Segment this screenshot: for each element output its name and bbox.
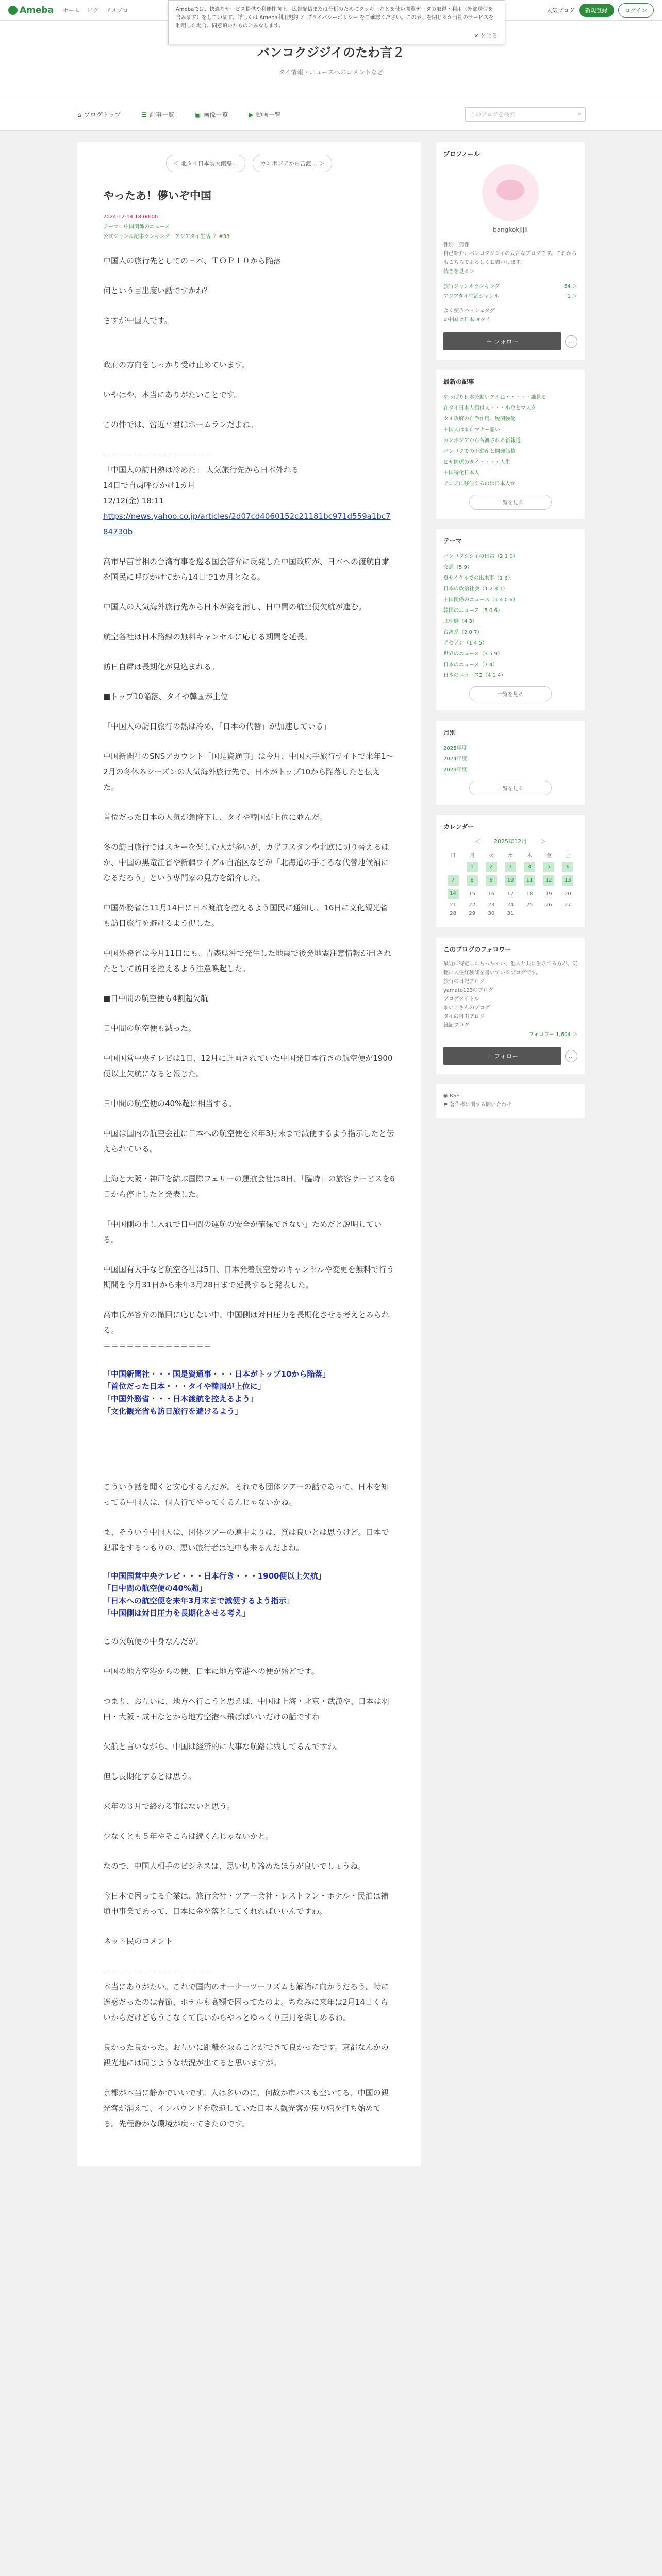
next-article-button[interactable]: カンボジアから苦渡… ＞ — [253, 155, 333, 172]
comment-paragraph: 本当にありがたい。これで国内のオーナーツーリズムも解消に向かうだろう。特に迷惑だったのは春節、ホテルも高額で困ってたのよ。ちなみに来年は2月14日くらいからだけどもうこなくて良いからやっとゆっくり正月を楽しめるね。 — [103, 1982, 389, 2022]
news-paragraph: 「中国人の訪日旅行の熱は冷め、「日本の代替」が加速している」 — [103, 722, 331, 731]
ameba-logo-icon — [8, 6, 18, 15]
follow-row — [443, 332, 577, 350]
nav-image-list-label: 画像一覧 — [203, 111, 228, 118]
calendar-day[interactable]: 2 — [486, 862, 497, 872]
theme-link[interactable]: 世界のニュース（3 5 9） — [443, 651, 503, 657]
paragraph: つまり、お互いに、地方へ行こうと思えば、中国は上海・北京・武漢や、日本は羽田・大阪・成田なとから地方空港へ飛ばばいいだけの話ですわ — [103, 1697, 389, 1721]
blue-quote-block — [103, 1368, 395, 1417]
theme-link[interactable]: 韓国のニュース（5 0 6） — [443, 608, 503, 614]
news-paragraph: 中国外務省は今月11日にも、青森県沖で発生した地震で後発地震注意情報が出されたとして訪日を控えるよう注意喚起した。 — [103, 948, 392, 973]
theme-heading: テーマ — [443, 537, 462, 545]
calendar-day: 16 — [488, 891, 495, 897]
home-icon: ⌂ — [77, 111, 81, 118]
blog-search-input[interactable] — [465, 107, 586, 122]
calendar-day: 27 — [565, 902, 571, 908]
calendar-day[interactable]: 5 — [543, 862, 554, 872]
profile-heading: プロフィール — [443, 150, 480, 158]
sidebar — [436, 142, 585, 2166]
copyright-report-link[interactable] — [443, 1100, 577, 1109]
blog-description: タイ情報・ニュースへのコメントなど — [278, 69, 384, 76]
cookie-banner — [168, 0, 505, 44]
copyright-report-label: 著作権に関する問い合わせ — [450, 1102, 512, 1108]
calendar-day[interactable]: 3 — [505, 862, 516, 872]
news-paragraph: 上海と大阪・神戸を結ぶ国際フェリーの運航会社は8日、「臨時」の旅客サービスを6日から停止したと発表した。 — [103, 1174, 395, 1199]
profile-box — [436, 142, 585, 360]
recent-article-link[interactable]: 中国特化日本人 — [443, 470, 479, 476]
paragraph: 欠航と言いながら、中国は経済的に大事な航路は残してるんですわ。 — [103, 1742, 343, 1751]
misc-links-box — [436, 1084, 585, 1118]
topnav-home[interactable]: ホーム — [63, 7, 80, 14]
image-icon: ▣ — [195, 111, 201, 118]
calendar-day: 21 — [450, 902, 456, 908]
content-wrap — [77, 142, 585, 2166]
calendar-weekday: 金 — [546, 853, 552, 859]
calendar-next-button[interactable]: ＞ — [540, 838, 546, 845]
calendar-day: 31 — [507, 911, 514, 917]
prev-article-button[interactable]: ＜ 北タイ日本製大館爆… — [166, 155, 245, 172]
paragraph: こういう話を聞くと安心するんだが。それでも団体ツアーの話であって、日本を知ってる中国人は、個人行でやってくるんじゃないかね。 — [103, 1482, 389, 1507]
paragraph: なので、中国人相手のビジネスは、思い切り諦めたほうが良いでしょうね。 — [103, 1861, 366, 1871]
ameba-logo-text: Ameba — [20, 5, 54, 15]
paragraph: ま、そういう中国人は、団体ツアーの連中よりは、質は良いとは思うけど。日本で犯罪をするつもりの、悪い旅行者は連中も来るんだよね。 — [103, 1528, 389, 1552]
comment-paragraph: 京都が本当に静かでいいです。人は多いのに、何故か市バスも空いてる、中国の観光客が消えて、インバウンドを敬遠していた日本人観光客が戻り嬉を打ち始めてる。先程静かな環境が戻ってきたのです。 — [103, 2088, 389, 2128]
follower-item[interactable]: 旅行の日記ブログ — [443, 979, 485, 985]
recent-heading: 最新の記事 — [443, 378, 475, 385]
dash-divider: －－－－－－－－－－－－－－ — [103, 1967, 212, 1976]
follow-row-2 — [443, 1047, 577, 1065]
monthly-box — [436, 721, 585, 805]
theme-link[interactable]: 日本の政治社会（1 2 8 1） — [443, 586, 508, 592]
list-icon: ☰ — [141, 111, 147, 118]
news-heading: ■日中間の航空便も4割超欠航 — [103, 994, 208, 1003]
theme-link[interactable]: 日本のニュース（7 4） — [443, 662, 498, 668]
calendar-day: 22 — [469, 902, 476, 908]
recent-more-button[interactable]: 一覧を見る — [469, 495, 552, 510]
paragraph: さすが中国人です。 — [103, 316, 172, 325]
news-paragraph: 日中間の航空便の40%超に相当する。 — [103, 1099, 237, 1108]
calendar-heading: カレンダー — [443, 823, 474, 831]
nav-video-list[interactable] — [249, 110, 280, 119]
blue-quote-line: 「中国新聞社・・・国是資通事・・・日本がトップ10から陥落」 — [103, 1369, 330, 1379]
nav-article-list[interactable] — [141, 110, 174, 119]
followers-box — [436, 938, 585, 1074]
recent-article-link[interactable]: タイ政府の自浄作用、税関強化 — [443, 416, 516, 422]
paragraph: 今日本で困ってる企業は、旅行会社・ツアー会社・レストラン・ホテル・民泊は補填申事業であって、日本に金を落としてくれればいいんですわ。 — [103, 1891, 389, 1916]
article-body — [103, 253, 395, 2131]
news-paragraph: 中国新聞社のSNSアカウント「国是資通事」は今月、中国大手旅行サイトで来年1〜2月の冬休みシーズンの人気海外旅行先で、日本がトップ10から陥落したと伝えた。 — [103, 752, 394, 792]
calendar-day: 23 — [488, 902, 495, 908]
paragraph: 但し長期化するとは思う。 — [103, 1772, 196, 1781]
follow-button-2[interactable]: ＋ フォロー — [443, 1047, 561, 1065]
news-paragraph: 訪日自粛は長期化が見込まれる。 — [103, 662, 220, 671]
calendar-day: 28 — [450, 911, 456, 917]
news-paragraph: 首位だった日本の人気が急降下し、タイや韓国が上位に並んだ。 — [103, 812, 327, 822]
paragraph: この件では、習近平君はホームランだよね。 — [103, 420, 258, 429]
follower-item[interactable]: タイの自由ブログ — [443, 1014, 485, 1020]
calendar-grid — [443, 850, 577, 918]
calendar-day[interactable]: 9 — [486, 875, 497, 886]
rss-label: RSS — [449, 1093, 460, 1099]
theme-link[interactable]: バンコクジジイの日常（2 1 0） — [443, 554, 518, 560]
calendar-day[interactable]: 11 — [524, 875, 535, 886]
month-link[interactable]: 2023年度 — [443, 767, 467, 773]
ranking-row[interactable] — [443, 292, 577, 301]
calendar-day: 19 — [545, 891, 552, 897]
calendar-weekday: 火 — [488, 853, 494, 859]
calendar-day: 15 — [469, 891, 476, 897]
ranking-label: 旅行ジャンルランキング — [443, 284, 500, 290]
nav-video-list-label: 動画一覧 — [256, 111, 281, 118]
calendar-day[interactable]: 10 — [505, 875, 516, 886]
news-paragraph: 高市氏が答弁の撤回に応じない中、中国側は対日圧力を長期化させる考えとみられる。 — [103, 1310, 390, 1335]
calendar-day[interactable]: 13 — [562, 875, 573, 886]
article-title: やったあ！儚いぞ中国 — [103, 190, 211, 202]
blog-nav — [0, 98, 662, 131]
video-icon: ▶ — [249, 111, 254, 118]
news-paragraph: 中国人の人気海外旅行先から日本が姿を消し、日中間の航空便欠航が進む。 — [103, 602, 367, 612]
ranking-label: アジアタイ生活ジャンル — [443, 294, 500, 299]
recent-article-link[interactable]: 中国人はまたマナー悪い — [443, 427, 500, 433]
dash-divider: －－－－－－－－－－－－－－ — [103, 450, 212, 459]
news-paragraph: 航空各社は日本路線の無料キャンセルに応じる期間を延長。 — [103, 632, 312, 641]
recent-article-link[interactable]: 在タイ日本人館付人・・・小豆とマスク — [443, 405, 536, 411]
more-options-icon-2[interactable]: … — [565, 1050, 577, 1062]
topnav-pigg[interactable]: ピグ — [87, 7, 99, 14]
followers-count-link[interactable]: フォロワー 1,604 ＞ — [528, 1032, 577, 1038]
calendar-day[interactable]: 4 — [524, 862, 535, 872]
follower-item[interactable]: yamato123のブログ — [443, 988, 494, 993]
hashtag-list[interactable]: #中国 #日本 #タイ — [443, 317, 491, 323]
calendar-day: 26 — [545, 902, 552, 908]
paragraph: この欠航便の中身なんだが。 — [103, 1637, 204, 1646]
ranking-value: 54 ＞ — [564, 284, 577, 290]
month-link[interactable]: 2024年度 — [443, 756, 467, 762]
nav-blog-top-label: ブログトップ — [84, 111, 121, 118]
blue-quote-line: 「首位だった日本・・・タイや韓国が上位に」 — [103, 1382, 266, 1391]
blue-quote-line: 「文化観光省も訪日旅行を避けるよう」 — [103, 1406, 243, 1416]
double-dash-divider: ＝＝＝＝＝＝＝＝＝＝＝＝＝＝ — [103, 1341, 212, 1350]
calendar-weekday: 木 — [527, 853, 533, 859]
quote-datetime: 12/12(金) 18:11 — [103, 496, 164, 505]
recent-article-link[interactable]: やっぱり日本分断いアルね・・・・・誰見る — [443, 395, 547, 400]
paragraph: 何という目出度い話ですかね？ — [103, 286, 212, 295]
recent-article-link[interactable]: ビザ関係のタイ・・・・人生 — [443, 460, 510, 465]
ranking-row[interactable] — [443, 282, 577, 292]
blog-title[interactable]: バンコクジジイのたわ言２ — [257, 45, 405, 60]
news-paragraph: 日中間の航空便も減った。 — [103, 1024, 196, 1033]
news-paragraph: 中国国有大手など航空各社は5日、日本発着航空券のキャンセルや変更を無料で行う期間を今月31日から来年3月28日まで延長すると発表した。 — [103, 1265, 394, 1290]
avatar[interactable] — [482, 164, 539, 221]
more-options-icon[interactable]: … — [565, 335, 577, 348]
paragraph: 政府の方向をしっかり受け止めています。 — [103, 360, 250, 369]
theme-link[interactable]: 台湾系（2 0 7） — [443, 630, 483, 635]
article-main — [77, 142, 421, 2166]
follow-button[interactable]: ＋ フォロー — [443, 332, 561, 350]
calendar-day: 24 — [507, 902, 514, 908]
article-date: 2024-12-14 18:00:00 — [103, 214, 158, 220]
calendar-weekday: 土 — [565, 853, 571, 859]
news-paragraph: 高市早苗首相の台湾有事を巡る国会答弁に反発した中国政府が、日本への渡航自粛を国民に呼びかけてから14日で1カ月となる。 — [103, 557, 390, 582]
theme-link[interactable]: 中国関係のニュース（1 4 0 6） — [443, 597, 518, 603]
profile-more-link[interactable]: 続きを見る＞ — [443, 269, 474, 275]
calendar-day: 25 — [526, 902, 533, 908]
profile-name[interactable]: bangkokjijii — [493, 226, 528, 233]
month-link[interactable]: 2025年度 — [443, 745, 467, 751]
theme-link[interactable]: アセアン（1 4 5） — [443, 640, 487, 646]
calendar-day[interactable]: 6 — [562, 862, 573, 872]
calendar-day[interactable]: 12 — [543, 875, 554, 886]
calendar-day[interactable]: 1 — [467, 862, 478, 872]
theme-link[interactable]: 日本のニュース2（4 1 4） — [443, 673, 506, 679]
theme-more-button[interactable]: 一覧を見る — [469, 686, 552, 701]
theme-box — [436, 529, 585, 710]
source-link[interactable]: https://news.yahoo.co.jp/articles/2d07cd4060152c21181bc971d559a1bc784730b — [103, 512, 391, 536]
calendar-box — [436, 815, 585, 927]
calendar-day[interactable]: 7 — [448, 875, 459, 886]
follower-item[interactable]: 雑記ブログ — [443, 1023, 469, 1028]
quote-title: 「中国人の訪日熱は冷めた」 人気旅行先から日本外れる — [103, 465, 299, 474]
search-placeholder: このブログを検索 — [470, 111, 515, 118]
paragraph: いやはや、本当にありがたいことです。 — [103, 390, 242, 399]
calendar-title: 2025年12月 — [494, 838, 527, 845]
blue-quote-line: 「日中間の航空便の40%超」 — [103, 1584, 207, 1593]
paragraph: 少なくとも５年やそこらは続くんじゃないかと。 — [103, 1832, 274, 1841]
calendar-prev-button[interactable]: ＜ — [475, 838, 481, 845]
recent-article-link[interactable]: カンボジアから苦渡される新報道 — [443, 438, 521, 444]
nav-article-list-label: 記事一覧 — [150, 111, 175, 118]
profile-text: 性別：男性 自己紹介：バンコクジジイの妄言なブログです。これからもこちらでよろしくお願いします。 — [443, 242, 577, 265]
ameba-logo[interactable] — [8, 5, 54, 15]
cookie-close-button[interactable]: ✕ とじる — [474, 32, 498, 40]
followers-heading: このブログのフォロワー — [443, 946, 511, 953]
calendar-day: 30 — [488, 911, 495, 917]
calendar-day: 18 — [526, 891, 533, 897]
article-ranking-link[interactable]: 公式ジャンル記事ランキング：アジアタイ生活 ７ #38 — [103, 234, 230, 240]
popular-blog-link[interactable]: 人気ブログ — [546, 7, 575, 14]
paragraph: ネット民のコメント — [103, 1937, 173, 1946]
flag-icon: ⚑ — [443, 1102, 450, 1108]
calendar-day: 17 — [507, 891, 514, 897]
calendar-header — [443, 837, 577, 845]
recent-articles-box — [436, 370, 585, 519]
blue-quote-block — [103, 1570, 395, 1619]
calendar-weekday: 水 — [507, 853, 513, 859]
month-heading: 月別 — [443, 729, 456, 736]
follower-item[interactable]: 最近に特定したちっちゃい、他人と共に生きてる方が、気軽に人生経験談を書いているブログです。 — [443, 961, 577, 976]
news-paragraph: 中国国営中央テレビは1日、12月に計画されていた中国発日本行きの航空便が1900便以上欠航になると報じた。 — [103, 1054, 393, 1078]
month-more-button[interactable]: 一覧を見る — [469, 781, 552, 795]
rss-link[interactable] — [443, 1092, 577, 1100]
search-icon[interactable]: ⌕ — [577, 111, 581, 117]
comment-paragraph: 良かった良かった。お互いに距離を取ることができて良かったです。京都なんかの観光地には同じような状況が出てると思いますが。 — [103, 2043, 389, 2067]
topnav-ameblo[interactable]: アメブロ — [106, 7, 128, 14]
calendar-day: 29 — [469, 911, 476, 917]
calendar-day[interactable]: 14 — [448, 889, 459, 899]
register-button[interactable]: 新規登録 — [579, 4, 614, 17]
calendar-day[interactable]: 8 — [467, 875, 478, 886]
blue-quote-line: 「中国側は対日圧力を長期化させる考え」 — [103, 1608, 251, 1618]
article-theme-link[interactable]: テーマ：中国関係のニュース — [103, 224, 170, 230]
theme-link[interactable]: 北朝鮮（4 3） — [443, 619, 477, 624]
ranking-value: 1 ＞ — [567, 294, 577, 299]
nav-blog-top[interactable] — [77, 110, 121, 119]
follower-item[interactable]: ブログタイトル — [443, 996, 479, 1002]
follower-item[interactable]: まいこさんのブログ — [443, 1005, 490, 1011]
paragraph: 中国人の旅行先としての日本、ＴＯＰ１０から陥落 — [103, 256, 282, 265]
news-paragraph: 「中国側の申し入れで日中間の運航の安全が確保できない」ためだと説明している。 — [103, 1219, 382, 1244]
topbar-nav — [63, 6, 128, 14]
calendar-weekday: 日 — [450, 853, 456, 859]
theme-link[interactable]: 交通（5 9） — [443, 565, 472, 570]
news-paragraph: 中国は国内の航空会社に日本への航空便を来年3月末まで減便するよう指示したと伝えられている。 — [103, 1129, 394, 1154]
news-paragraph: 中国外務省は11月14日に日本渡航を控えるよう国民に通知し、16日に文化観光省も訪日旅行を避けるよう促した。 — [103, 903, 388, 928]
paragraph: 来年の３月で終わる事はないと思う。 — [103, 1802, 235, 1811]
blue-quote-line: 「中国外務省・・・日本渡航を控えるよう」 — [103, 1394, 258, 1403]
hashtag-heading: よく使うハッシュタグ — [443, 308, 495, 314]
cookie-text: Amebaでは、快適なサービス提供や利便性向上、広告配信または分析のためにクッキーなどを使い閲覧データの取得・利用（外部送信を含みます）をしています。詳しくは Ameba利用規約 と プライバシーポリシー をご確認ください。この表示を閉じるか当社のサービスを利用した場合、同意頂いたものとみなします。 — [176, 7, 494, 29]
topbar-right — [547, 3, 654, 18]
ameba-topbar — [0, 0, 662, 40]
article-pager — [103, 155, 395, 172]
nav-image-list[interactable] — [195, 110, 228, 119]
recent-article-link[interactable]: アジアに移住するのは日本人か — [443, 481, 516, 487]
login-button[interactable]: ログイン — [618, 3, 654, 18]
rss-icon: ◉ — [443, 1093, 450, 1099]
blue-quote-line: 「日本への航空便を来年3月末まで減便するよう指示」 — [103, 1596, 294, 1605]
quote-subtitle: 14日で自粛呼びかけ1カ月 — [103, 481, 195, 490]
news-paragraph: 冬の訪日旅行ではスキーを楽しむ人が多いが、カザフスタンや北欧に切り替えるほか、中国の黒竜江省や新疆ウイグル自治区などが「北海道の手ごろな代替地候補になるだろう」という専門家の見方を紹介した。 — [103, 842, 389, 883]
news-heading: ■トップ10陥落、タイや韓国が上位 — [103, 692, 228, 701]
calendar-weekday: 月 — [469, 853, 475, 859]
calendar-day: 20 — [565, 891, 571, 897]
recent-article-link[interactable]: バンコクでの不動産と開発価格 — [443, 449, 516, 454]
blue-quote-line: 「中国国営中央テレビ・・・日本行き・・・1900便以上欠航」 — [103, 1571, 326, 1581]
paragraph: 中国の地方空港からの便、日本に地方空港への便が殆どです。 — [103, 1667, 319, 1676]
theme-link[interactable]: 夏サイクルでの出来事（1 6） — [443, 575, 513, 581]
